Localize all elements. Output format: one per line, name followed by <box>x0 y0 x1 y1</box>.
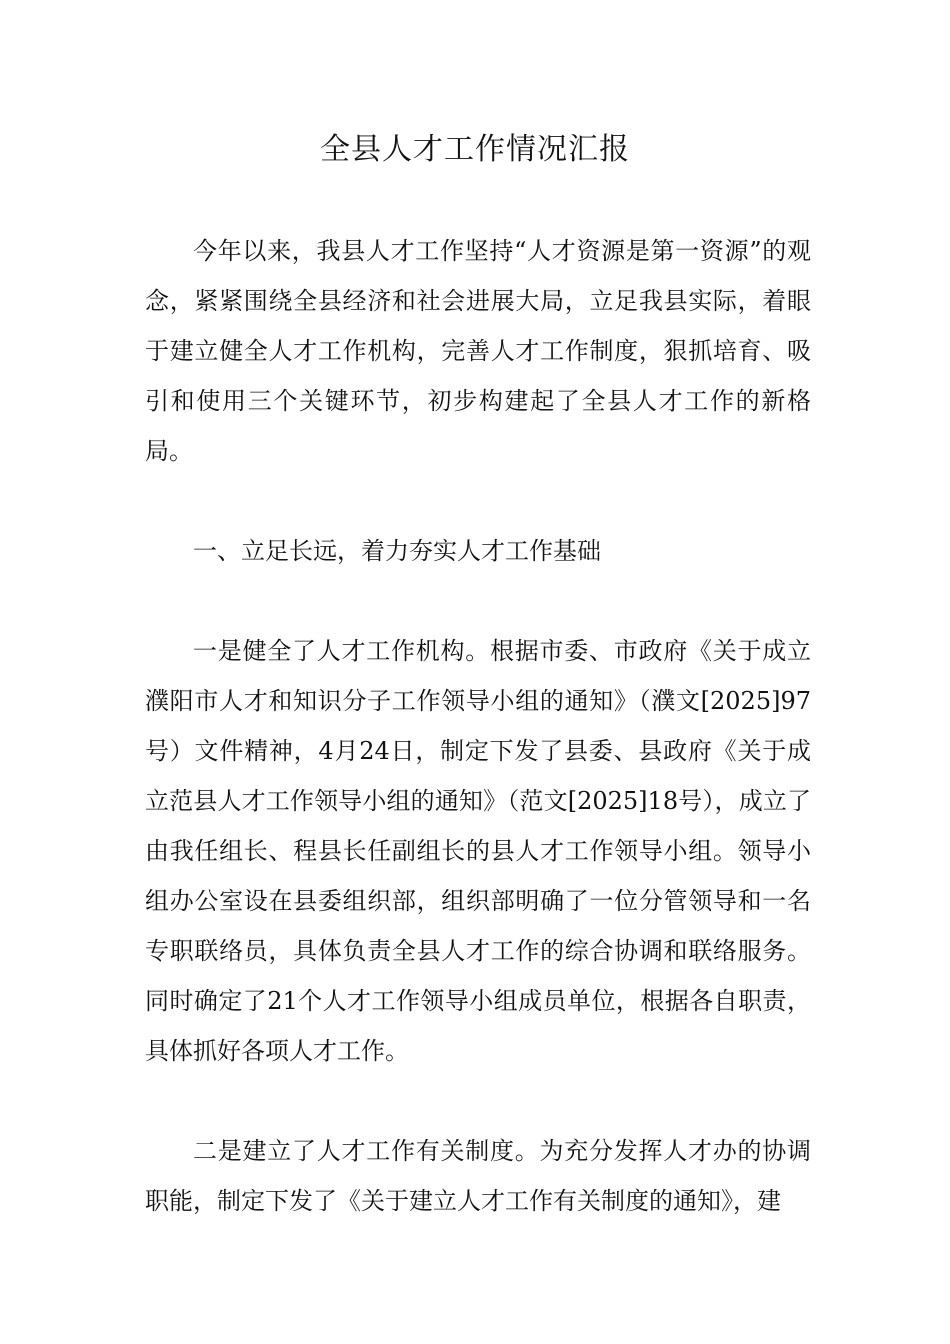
paragraph-systems: 二是建立了人才工作有关制度。为充分发挥人才办的协调职能，制定下发了《关于建立人才工作有关制度的通知》，建 <box>145 1137 811 1215</box>
paragraph-institutions: 一是健全了人才工作机构。根据市委、市政府《关于成立濮阳市人才和知识分子工作领导小组的通知》（濮文[2025]97号）文件精神，4月24日，制定下发了县委、县政府《关于成立范县人才工作领导小组的通知》（范文[2025]18号），成立了由我任组长、程县长任副组长的县人才工作领导小组。领导小组办公室设在县委组织部，组织部明确了一位分管领导和一名专职联络员，具体负责全县人才工作的综合协调和联络服务。同时确定了21个人才工作领导小组成员单位，根据各自职责，具体抓好各项人才工作。 <box>145 637 811 1065</box>
section-heading-1: 一、立足长远，着力夯实人才工作基础 <box>193 537 601 565</box>
paragraph-intro: 今年以来，我县人才工作坚持“人才资源是第一资源”的观念，紧紧围绕全县经济和社会进展大局，立足我县实际，着眼于建立健全人才工作机构，完善人才工作制度，狠抓培育、吸引和使用三个关键环节，初步构建起了全县人才工作的新格局。 <box>145 237 811 465</box>
document-title: 全县人才工作情况汇报 <box>320 132 630 167</box>
